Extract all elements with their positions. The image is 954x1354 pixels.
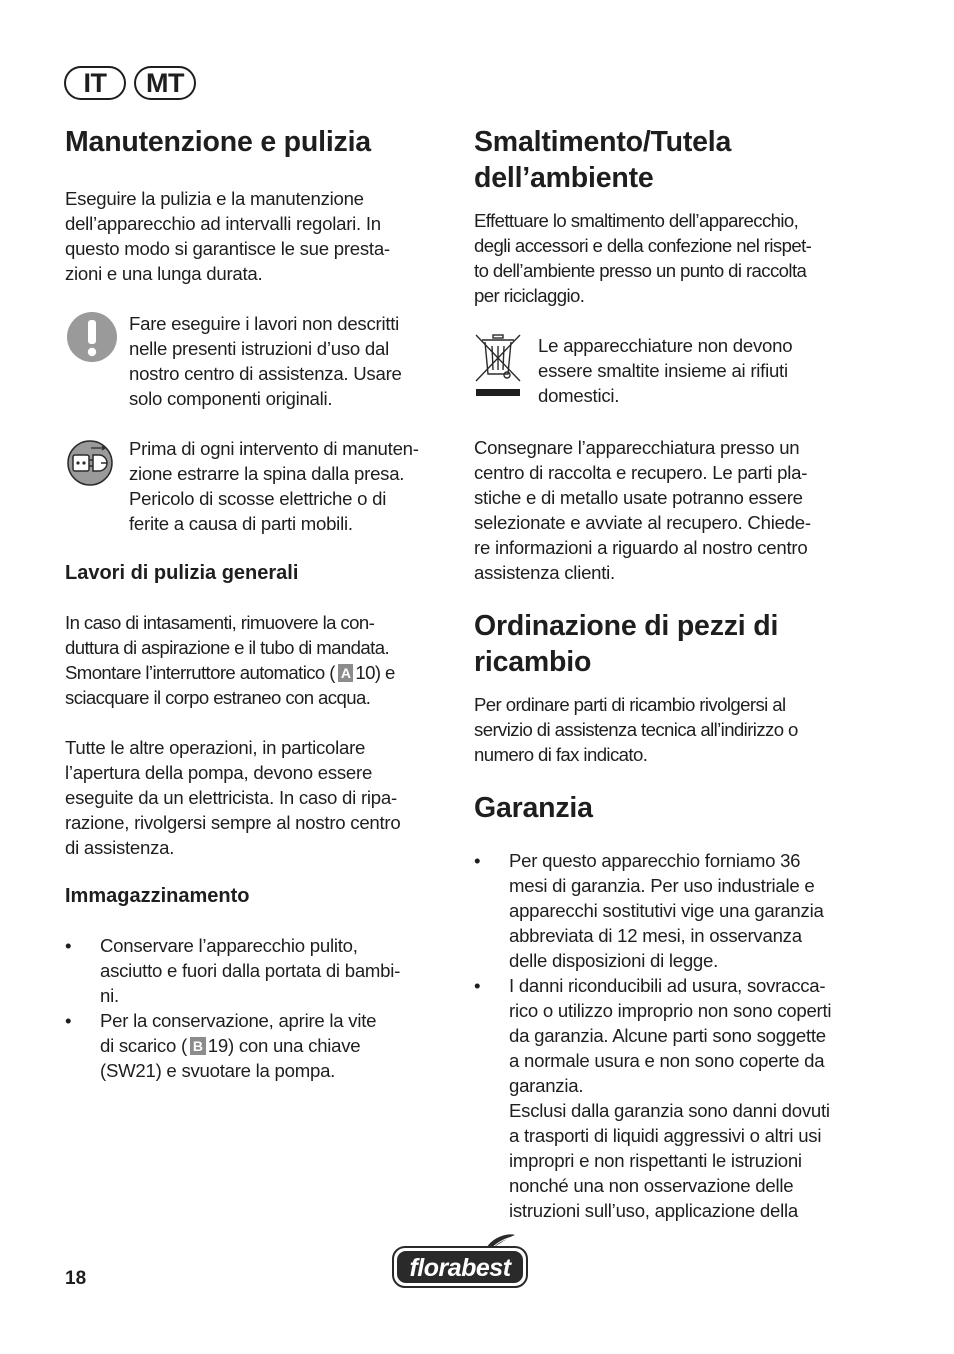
figure-ref-b: B — [190, 1037, 206, 1055]
warranty-bullet-1-text: Per questo apparecchio forniamo 36 mesi di garanzia. Per uso industriale e apparecchi sostitutivi vige una garanzia abbreviata di 12 mesi, in osservanza delle disposizioni di legge. — [509, 850, 824, 971]
weee-icon-box — [474, 333, 538, 404]
warning-icon-box — [65, 311, 129, 368]
warning-text: Fare eseguire i lavori non descritti nelle presenti istruzioni d’uso dal nostro centro di assistenza. Usare solo componenti originali. — [129, 313, 402, 409]
warranty-bullet-1: • Per questo apparecchio forniamo 36 mesi di garanzia. Per uso industriale e apparecchi sostitutivi vige una garanzia abbreviata di 12 mesi, in osservanza delle disposizioni di legge. — [474, 848, 866, 973]
left-column — [65, 124, 450, 1083]
weee-text: Le apparecchiature non devono essere smaltite insieme ai rifiuti domestici. — [538, 335, 793, 406]
logo-text: florabest — [409, 1254, 511, 1282]
lang-badge-it: IT — [64, 66, 126, 100]
storage-heading: Immagazzinamento — [65, 885, 250, 907]
storage-b2-text-a: Per la conservazione, aprire la vite di scarico ( — [100, 1010, 377, 1056]
storage-bullet-2: • Per la conservazione, aprire la vite di scarico ( B 19) con una chiave (SW21) e svuotare la pompa. — [65, 1008, 450, 1083]
cleaning-paragraph-2: Tutte le altre operazioni, in particolare l’apertura della pompa, devono essere eseguite da un elettricista. In caso di ripa- razione, rivolgersi sempre al nostro centro di assistenza. — [65, 737, 401, 858]
warranty-bullet-2-text: I danni riconducibili ad usura, sovracca- rico o utilizzo improprio non sono coperti da garanzia. Alcune parti sono soggette a normale usura e non sono coperte da garanzia. Esclusi dalla garanzia sono danni dovuti a trasporti di liquidi aggressivi o altri usi impropri e non rispettanti le istruzioni nonché una non osservazione delle istruzioni sull’uso, applicazione della — [509, 975, 832, 1221]
storage-bullet-2-text — [100, 1008, 450, 1083]
disposal-paragraph-2: Consegnare l’apparecchiatura presso un centro di raccolta e recupero. Le parti pla- stiche e di metallo usate potranno essere selezionate e avviate al recupero. Chiede- re informazioni a riguardo al nostro centro assistenza clienti. — [474, 437, 811, 583]
cleaning-p1-text-b: 10) e sciacquare il corpo estraneo con acqua. — [65, 662, 395, 708]
storage-b2-text-b: 19) con una chiave (SW21) e svuotare la pompa. — [100, 1035, 361, 1081]
exclamation-icon — [66, 311, 118, 363]
figure-ref-a: A — [338, 664, 354, 682]
warranty-title: Garanzia — [474, 792, 593, 824]
weee-notice — [474, 333, 866, 408]
spare-parts-paragraph: Per ordinare parti di ricambio rivolgersi al servizio di assistenza tecnica all’indirizzo o numero di fax indicato. — [474, 694, 798, 765]
storage-bullet-1: • Conservare l’apparecchio pulito, asciutto e fuori dalla portata di bambi- ni. — [65, 933, 450, 1008]
unplug-icon — [67, 440, 113, 486]
maintenance-intro: Eseguire la pulizia e la manutenzione dell’apparecchio ad intervalli regolari. In questo modo si garantisce le sue presta- zioni e una lunga durata. — [65, 188, 390, 284]
warranty-bullet-2: • I danni riconducibili ad usura, sovracca- rico o utilizzo improprio non sono coperti da garanzia. Alcune parti sono soggette a normale usura e non sono coperte da garanzia. Esclusi dalla garanzia sono danni dovuti a trasporti di liquidi aggressivi o altri usi impropri e non rispettanti le istruzioni nonché una non osservazione delle istruzioni sull’uso, applicazione della — [474, 973, 866, 1223]
spare-parts-title: Ordinazione di pezzi di ricambio — [474, 610, 779, 678]
cleaning-heading: Lavori di pulizia generali — [65, 562, 299, 584]
disposal-paragraph-1: Effettuare lo smaltimento dell’apparecchio, degli accessori e della confezione nel rispet- to dell’ambiente presso un punto di raccolta per riciclaggio. — [474, 210, 812, 306]
crossed-bin-icon — [474, 333, 522, 399]
unplug-text: Prima di ogni intervento di manuten- zione estrarre la spina dalla presa. Pericolo di scosse elettriche o di ferite a causa di parti mobili. — [129, 438, 419, 534]
unplug-icon-box — [65, 436, 129, 491]
unplug-notice — [65, 436, 450, 536]
disposal-title: Smaltimento/Tutela dell’ambiente — [474, 126, 732, 194]
storage-bullet-1-text: Conservare l’apparecchio pulito, asciutto e fuori dalla portata di bambi- ni. — [100, 935, 401, 1006]
lang-badge-mt: MT — [134, 66, 196, 100]
language-badges — [64, 66, 196, 100]
cleaning-paragraph-1 — [65, 610, 450, 710]
maintenance-title: Manutenzione e pulizia — [65, 126, 371, 158]
page-number: 18 — [65, 1268, 87, 1289]
florabest-logo — [391, 1233, 529, 1289]
right-column — [474, 124, 866, 1223]
cleaning-p1-text-a: In caso di intasamenti, rimuovere la con- duttura di aspirazione e il tubo di mandata. Smontare l’interruttore automatico ( — [65, 612, 390, 683]
warning-notice — [65, 311, 450, 411]
